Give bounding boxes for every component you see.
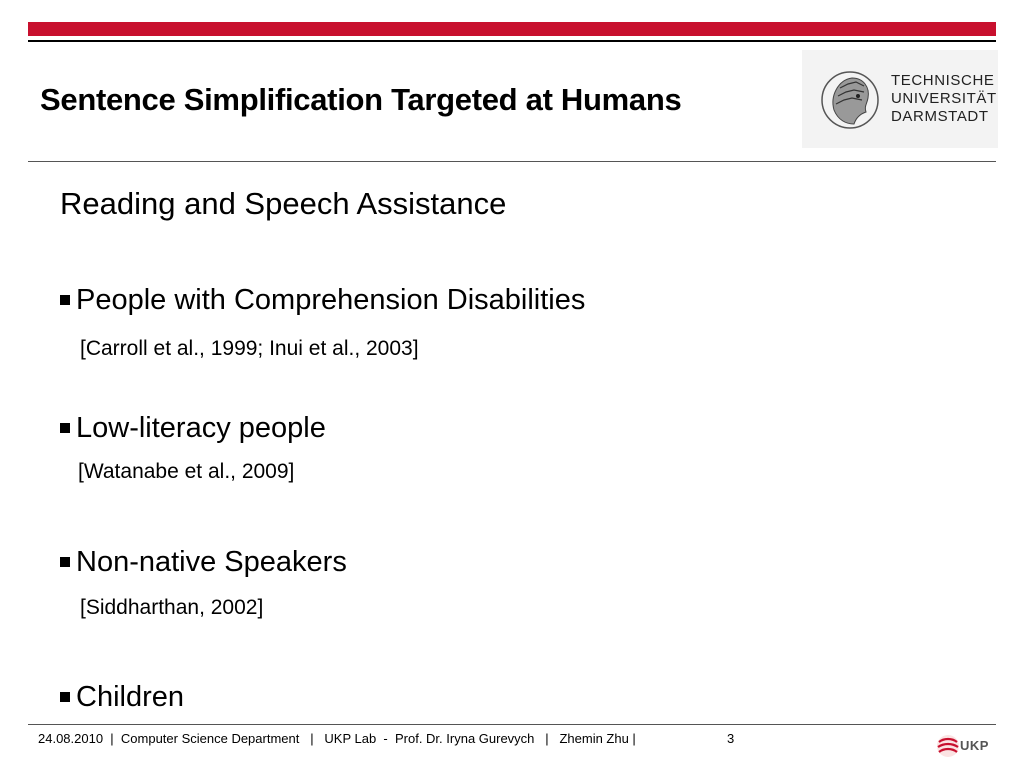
square-bullet-icon [60,557,70,567]
square-bullet-icon [60,295,70,305]
slide-title: Sentence Simplification Targeted at Humans [40,82,682,117]
bullet-label: People with Comprehension Disabilities [76,284,586,316]
footer-text: 24.08.2010 | Computer Science Department | UKP Lab - Prof. Dr. Iryna Gurevych | Zhemin Zhu | [38,731,636,746]
header-rule [28,161,996,162]
bullet-citation: [Siddharthan, 2002] [80,596,264,619]
bullet-item [60,412,326,445]
bullet-item [60,546,347,579]
logo-line-2: UNIVERSITÄT [891,90,997,107]
university-name [891,72,997,126]
page-number: 3 [727,731,735,746]
bullet-label: Low-literacy people [76,412,326,444]
square-bullet-icon [60,692,70,702]
logo-line-1: TECHNISCHE [891,72,995,89]
bullet-citation: [Carroll et al., 1999; Inui et al., 2003] [80,337,419,360]
footer-rule [28,724,996,725]
ukp-label: UKP [960,738,989,753]
top-accent-bar [28,22,996,36]
bullet-item [60,284,585,317]
top-rule [28,40,996,42]
logo-line-3: DARMSTADT [891,108,989,125]
bullet-item [60,681,184,714]
athena-head-icon [820,66,880,134]
ukp-logo [936,733,1000,761]
square-bullet-icon [60,423,70,433]
bullet-label: Non-native Speakers [76,546,347,578]
bullet-citation: [Watanabe et al., 2009] [78,460,295,483]
university-logo [802,50,998,148]
section-heading: Reading and Speech Assistance [60,186,507,221]
bullet-label: Children [76,681,184,713]
ukp-swirl-icon [936,733,960,759]
